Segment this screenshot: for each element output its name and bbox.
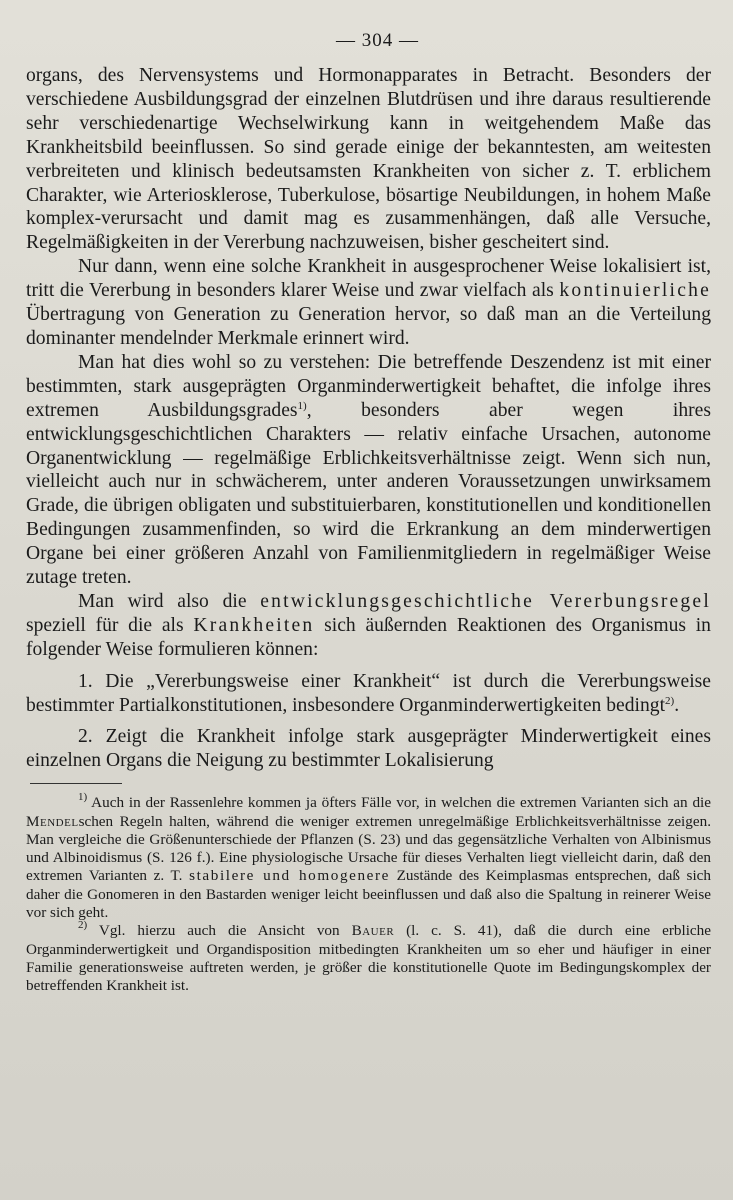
footnote-2-text-a: Vgl. hierzu auch die Ansicht von xyxy=(87,922,352,940)
paragraph-4-text-b: speziell für die als xyxy=(26,614,194,636)
paragraph-4-text-a: Man wird also die xyxy=(78,590,261,612)
paragraph-1: organs, des Nervensystems und Hormonapparates in Betracht. Besonders der verschiedene Ausbildungsgrad der einzelnen Blutdrüsen und ihre daraus resultierende sehr verschiedenartige Wechselwirkung kann in weitgehendem Maße das Krankheitsbild beeinflussen. So sind gerade einige der bekanntesten, am weitesten verbreiteten und klinisch bedeutsamsten Krankheiten von sicher z. T. erblichem Charakter, wie Arteriosklerose, Tuberkulose, bösartige Neubildungen, in hohem Maße komplex-verursacht und damit mag es zusammenhängen, daß alle Versuche, Regelmäßigkeiten in der Vererbung nachzuweisen, bisher gescheitert sind. xyxy=(26,65,711,254)
footnote-1-marker: 1) xyxy=(78,791,88,804)
paragraph-4-emphasis-2: Krankheiten xyxy=(193,614,315,636)
footnote-2 xyxy=(26,919,711,995)
footnote-divider xyxy=(30,783,122,784)
paragraph-2-text-a: Nur dann, wenn eine solche Krankheit in ausgesprochener Weise lokalisiert ist, tritt die Vererbung in besonders klarer Weise und zwar vielfach als xyxy=(26,256,711,302)
footnote-1-text-a: Auch in der Rassenlehre kommen ja öfters Fälle vor, in welchen die extremen Varianten sich an die xyxy=(87,794,711,812)
footnote-1-emphasis: stabilere und homogenere xyxy=(189,867,391,885)
paragraph-4-text-c: sich äußernden Reaktionen des Organismus in folgender Weise formulieren können: xyxy=(26,614,711,660)
footnote-1-text-b: schen Regeln halten, während die weniger extremen unregelmäßige Erblichkeitsverhältnisse zeigen. Man vergleiche die Größenunterschiede der Pflanzen (S. 23) und das gegensätzliche Verhalten von Albinismus und Albinoidismus (S. 126 f.). Eine physiologische Ursache für dieses Verhalten liegt vielleicht darin, daß den extremen Varianten z. T. xyxy=(26,812,711,885)
footnote-1-text-c: Zustände des Keimplasmas entsprechen, daß sich daher die Gonomeren in den Bastarden weniger leicht beeinflussen und daß also die Spaltung in reinerer Weise vor sich geht. xyxy=(26,867,711,922)
paragraph-3-text-a: Man hat dies wohl so zu verstehen: Die betreffende Deszendenz ist mit einer bestimmten, stark ausgeprägten Organminderwertigkeit behaftet, die infolge ihres extremen Ausbildungsgrades xyxy=(26,351,711,421)
paragraph-4-emphasis-1: entwicklungsgeschichtliche Vererbungsregel xyxy=(260,590,711,612)
footnote-2-marker: 2) xyxy=(78,919,88,932)
paragraph-3-text-b: , besonders aber wegen ihres entwicklungsgeschichtlichen Charakters — relativ einfache Ursachen, autonome Organentwicklung — regelmäßige Erblichkeitsverhältnisse zeigt. Wenn sich nun, vielleicht auch nur in schwächerem, unter anderen Voraussetzungen unwirksamem Grade, die übrigen obligaten und substituierbaren, konstitutionellen und konditionellen Bedingungen zusammenfinden, so wird die Erkrankung an dem minderwertigen Organe bei einer größeren Anzahl von Familienmitgliedern in regelmäßiger Weise zutage treten. xyxy=(26,399,711,589)
page-number: — 304 — xyxy=(336,30,419,51)
main-text xyxy=(26,64,711,773)
paragraph-2 xyxy=(26,255,711,351)
paragraph-2-text-b: Übertragung von Generation zu Generation hervor, so daß man an die Verteilung dominanter mendelnder Merkmale erinnert wird. xyxy=(26,304,711,349)
footnote-ref-1: 1) xyxy=(297,399,307,412)
footnote-2-text-b: (l. c. S. 41), daß die durch eine erbliche Organminderwertigkeit und Organdisposition mitbedingten Krankheiten um so eher und häufiger in einer Familie generationsweise auftreten werden, je größer die konstitutionelle Quote im Bedingungskomplex der betreffenden Krankheit ist. xyxy=(26,922,711,995)
paragraph-2-emphasis: kontinuierliche xyxy=(559,280,711,302)
footnotes xyxy=(26,791,711,995)
rule-item-2: 2. Zeigt die Krankheit infolge stark ausgeprägter Minderwertigkeit eines einzelnen Organs die Neigung zu bestimmter Lokalisierung xyxy=(26,726,711,772)
footnote-1-author: Mendel xyxy=(26,812,79,830)
paragraph-4 xyxy=(26,590,711,662)
rule-item-1-text-a: 1. Die „Vererbungsweise einer Krankheit“ ist durch die Vererbungsweise bestimmter Partialkonstitutionen, insbesondere Organminderwertigkeiten bedingt xyxy=(26,670,711,716)
footnote-ref-2: 2) xyxy=(665,694,675,707)
rule-item-1-text-b: . xyxy=(674,694,680,716)
footnote-1 xyxy=(26,791,711,922)
paragraph-3 xyxy=(26,351,711,590)
rule-item-1 xyxy=(26,670,711,718)
footnote-2-author: Bauer xyxy=(351,922,395,940)
